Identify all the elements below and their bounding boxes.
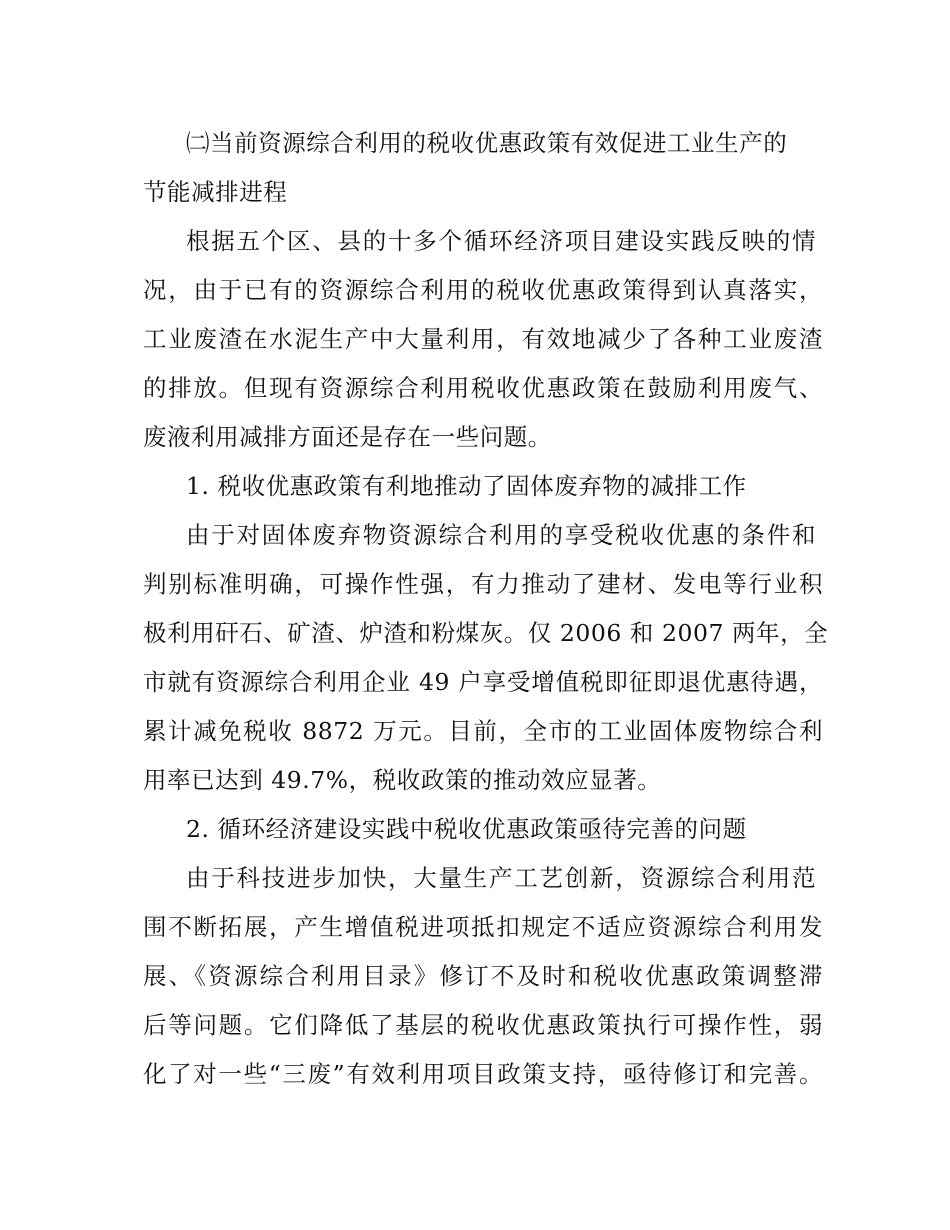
paragraph-1-line-3: 工业废渣在水泥生产中大量利用，有效地减少了各种工业废渣 [143, 325, 823, 353]
paragraph-3-line-5: 化了对一些“三废”有效利用项目政策支持，亟待修订和完善。 [143, 1060, 823, 1088]
paragraph-2-line-5: 累计减免税收 8872 万元。目前，全市的工业固体废物综合利 [143, 717, 823, 745]
subheading-1: 1. 税收优惠政策有利地推动了固体废弃物的减排工作 [186, 472, 747, 500]
paragraph-2-line-3: 极利用矸石、矿渣、炉渣和粉煤灰。仅 2006 和 2007 两年，全 [143, 619, 829, 647]
section-heading-line-1: ㈡当前资源综合利用的税收优惠政策有效促进工业生产的 [186, 129, 788, 157]
paragraph-3-line-1: 由于科技进步加快，大量生产工艺创新，资源综合利用范 [186, 864, 816, 892]
paragraph-1-line-5: 废液利用减排方面还是存在一些问题。 [143, 423, 552, 451]
paragraph-3-line-4: 后等问题。它们降低了基层的税收优惠政策执行可操作性，弱 [143, 1011, 823, 1039]
paragraph-2-line-1: 由于对固体废弃物资源综合利用的享受税收优惠的条件和 [186, 521, 816, 549]
section-heading-line-2: 节能减排进程 [143, 178, 288, 206]
paragraph-1-line-4: 的排放。但现有资源综合利用税收优惠政策在鼓励利用废气、 [143, 374, 823, 402]
subheading-2: 2. 循环经济建设实践中税收优惠政策亟待完善的问题 [186, 815, 747, 843]
paragraph-3-line-3: 展、《资源综合利用目录》修订不及时和税收优惠政策调整滞 [143, 962, 823, 990]
paragraph-1-line-1: 根据五个区、县的十多个循环经济项目建设实践反映的情 [186, 227, 816, 255]
paragraph-1-line-2: 况，由于已有的资源综合利用的税收优惠政策得到认真落实， [143, 276, 823, 304]
paragraph-2-line-6: 用率已达到 49.7%，税收政策的推动效应显著。 [143, 766, 662, 794]
paragraph-3-line-2: 围不断拓展，产生增值税进项抵扣规定不适应资源综合利用发 [143, 913, 823, 941]
paragraph-2-line-2: 判别标准明确，可操作性强，有力推动了建材、发电等行业积 [143, 570, 823, 598]
paragraph-2-line-4: 市就有资源综合利用企业 49 户享受增值税即征即退优惠待遇， [143, 668, 823, 696]
